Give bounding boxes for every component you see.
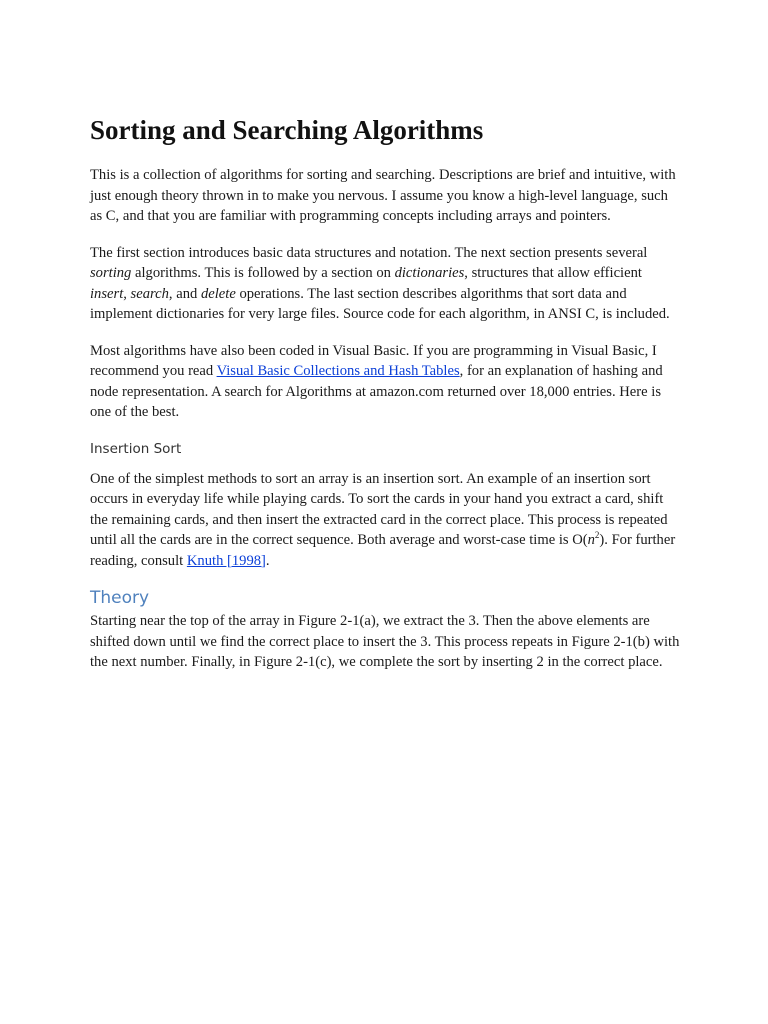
page-title: Sorting and Searching Algorithms [90,115,484,145]
insertion-sort-paragraph [90,469,682,572]
text-span: Most algorithms have also been coded in Visual Basic. If you are programming in Visual Basic, I recommend you read [90,342,657,379]
text-span: . [265,552,270,569]
document-page [90,112,682,689]
theory-paragraph: Starting near the top of the array in Figure 2-1(a), we extract the 3. Then the above elements are shifted down until we find the correct place to insert the 3. This process repeats in Figure 2-1(b) with the next number. Finally, in Figure 2-1(c), we complete the sort by inserting 2 in the correct place. [90,613,680,670]
intro-paragraph-1: This is a collection of algorithms for sorting and searching. Descriptions are brief and intuitive, with just enough theory thrown in to make you nervous. I assume you know a high-level language, such as C, and that you are familiar with programming concepts including arrays and pointers. [90,167,676,224]
text-span: , for an explanation of hashing and node representation. A search for Algorithms at amazon.com returned over 18,000 entries. Here is one of the best. [90,363,663,420]
vb-collections-link[interactable]: Visual Basic Collections and Hash Tables [216,363,460,379]
emphasis-dictionaries: dictionaries [394,265,465,281]
text-span: One of the simplest methods to sort an array is an insertion sort. An example of an insertion sort occurs in everyday life while playing cards. To sort the cards in your hand you extract a card, shift the remaining cards, and then insert the extracted card in the correct place. This process is repeated until all the cards are in the correct sequence. Both average and worst-case time is O( [90,470,668,548]
text-span: , structures that allow efficient [464,265,642,281]
variable-n: n [587,532,595,548]
text-span: , [123,285,131,302]
text-span: algorithms. This is followed by a section on [131,265,395,281]
theory-heading: Theory [90,588,150,608]
text-span: , and [168,285,201,302]
emphasis-search: search [130,285,169,302]
intro-paragraph-3 [90,341,682,423]
text-span: operations. The last section describes algorithms that sort data and implement dictionaries for very large files. Source code for each algorithm, in ANSI C, is included. [90,285,670,322]
insertion-sort-heading: Insertion Sort [90,440,182,457]
text-span: ). For further reading, consult [90,532,676,569]
knuth-reference-link[interactable]: Knuth [1998] [186,552,266,569]
emphasis-sorting: sorting [90,265,132,281]
emphasis-delete: delete [200,285,236,302]
text-span: The first section introduces basic data structures and notation. The next section presents several [90,244,648,261]
exponent: 2 [594,530,600,541]
emphasis-insert: insert [90,285,124,302]
intro-paragraph-2 [90,243,682,325]
